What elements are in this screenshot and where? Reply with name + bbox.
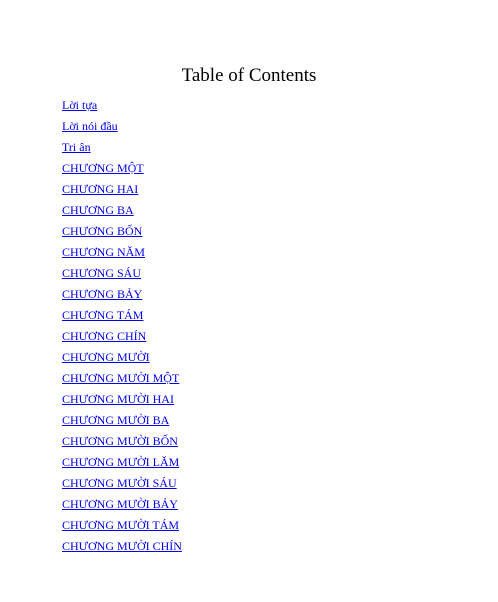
toc-link-chuong-8[interactable]: CHƯƠNG TÁM [62, 308, 144, 322]
toc-link-chuong-16[interactable]: CHƯƠNG MƯỜI SÁU [62, 476, 177, 490]
toc-link-chuong-7[interactable]: CHƯƠNG BẢY [62, 287, 143, 301]
toc-link-tri-an[interactable]: Tri ân [62, 140, 91, 154]
toc-entry [62, 412, 182, 433]
toc-link-chuong-9[interactable]: CHƯƠNG CHÍN [62, 329, 147, 343]
toc-link-chuong-3[interactable]: CHƯƠNG BA [62, 203, 134, 217]
toc-entry [62, 244, 182, 265]
toc-entry [62, 265, 182, 286]
toc-link-chuong-19[interactable]: CHƯƠNG MƯỜI CHÍN [62, 539, 182, 553]
toc-link-chuong-2[interactable]: CHƯƠNG HAI [62, 182, 139, 196]
toc-link-chuong-4[interactable]: CHƯƠNG BỐN [62, 224, 143, 238]
toc-link-chuong-17[interactable]: CHƯƠNG MƯỜI BẢY [62, 497, 178, 511]
toc-link-chuong-13[interactable]: CHƯƠNG MƯỜI BA [62, 413, 170, 427]
toc-entry [62, 454, 182, 475]
toc-entry [62, 181, 182, 202]
toc-link-chuong-5[interactable]: CHƯƠNG NĂM [62, 245, 145, 259]
toc-entry [62, 286, 182, 307]
toc-link-chuong-1[interactable]: CHƯƠNG MỘT [62, 161, 144, 175]
toc-entry [62, 118, 182, 139]
toc-link-chuong-6[interactable]: CHƯƠNG SÁU [62, 266, 141, 280]
toc-entry [62, 475, 182, 496]
toc-entry [62, 496, 182, 517]
toc-entry [62, 517, 182, 538]
toc-entry [62, 223, 182, 244]
toc-entry [62, 538, 182, 559]
toc-link-loi-tua[interactable]: Lời tựa [62, 98, 98, 112]
toc-entry [62, 307, 182, 328]
toc-link-chuong-18[interactable]: CHƯƠNG MƯỜI TÁM [62, 518, 180, 532]
toc-link-chuong-12[interactable]: CHƯƠNG MƯỜI HAI [62, 392, 174, 406]
toc-entry [62, 433, 182, 454]
toc-entry [62, 328, 182, 349]
toc-entry [62, 202, 182, 223]
toc-entry [62, 370, 182, 391]
toc-entry [62, 139, 182, 160]
toc-title: Table of Contents [181, 65, 317, 86]
toc-entry [62, 160, 182, 181]
toc-link-chuong-15[interactable]: CHƯƠNG MƯỜI LĂM [62, 455, 180, 469]
toc-link-loi-noi-dau[interactable]: Lời nói đầu [62, 119, 118, 133]
toc-entry [62, 349, 182, 370]
toc-link-chuong-10[interactable]: CHƯƠNG MƯỜI [62, 350, 150, 364]
toc-entry [62, 97, 182, 118]
toc-link-chuong-14[interactable]: CHƯƠNG MƯỜI BỐN [62, 434, 178, 448]
toc-entry [62, 391, 182, 412]
toc-list [62, 97, 182, 559]
toc-link-chuong-11[interactable]: CHƯƠNG MƯỜI MỘT [62, 371, 180, 385]
